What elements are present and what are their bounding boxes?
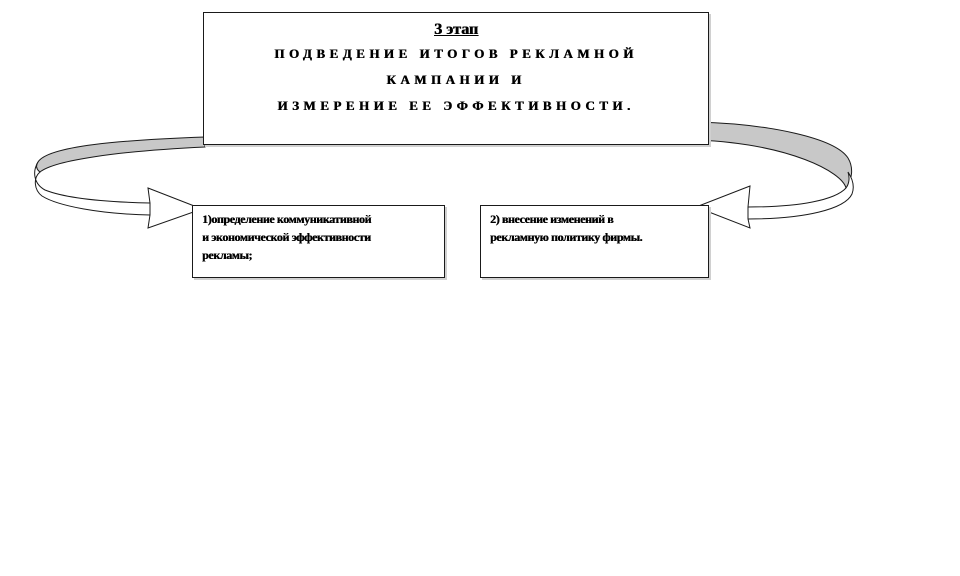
right-arrow-band-body [748, 172, 853, 219]
step-1-line: и экономической эффективности [202, 230, 371, 244]
left-arrow-band-top [37, 137, 205, 172]
left-curved-arrow [35, 137, 205, 228]
stage-box [203, 12, 709, 145]
step-2-line: рекламную политику фирмы. [490, 230, 643, 244]
stage-title: 3 этап [434, 21, 478, 38]
step-box-2 [480, 205, 709, 278]
stage-heading-line: ИЗМЕРЕНИЕ ЕЕ ЭФФЕКТИВНОСТИ. [277, 98, 635, 113]
stage-heading [204, 41, 708, 119]
left-arrow-band-body [35, 162, 150, 215]
step-2-line: 2) внесение изменений в [490, 212, 614, 226]
right-curved-arrow [696, 122, 853, 228]
stage-heading-line: ПОДВЕДЕНИЕ ИТОГОВ РЕКЛАМНОЙ [274, 46, 638, 61]
step-1-line: 1)определение коммуникативной [202, 212, 372, 226]
stage-heading-line: КАМПАНИИ И [386, 72, 526, 87]
right-arrow-band-top [697, 122, 852, 188]
step-1-line: рекламы; [202, 248, 252, 262]
step-box-1 [192, 205, 445, 278]
